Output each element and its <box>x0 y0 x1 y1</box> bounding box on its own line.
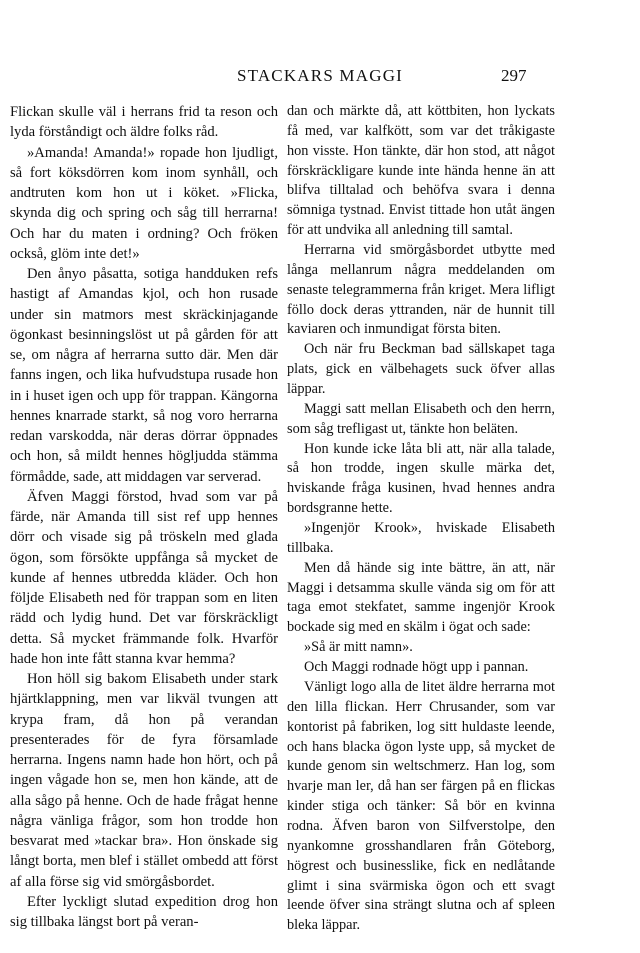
paragraph: Den ånyo påsatta, sotiga handduken refs hastigt af Amandas kjol, och hon rusade under sin matmors mest skräckinjagande ögonkast besinningslöst ut på gården för att se, om några af herrarna sutto där. Men där fanns ingen, och lika hufvudstupa rusade hon in i huset igen och upp för trappan. Kängorna hennes knarrade starkt, så nog voro herrarna redan varskodda, när deras dörrar öppnades och hon, så mildt hennes högljudda stämma förmådde, sade, att middagen var serverad. <box>10 266 278 485</box>
paragraph: Hon kunde icke låta bli att, när alla talade, så hon trodde, ingen skulle märka det, hviskande fråga kusinen, hvad hennes andra bordsgranne hette. <box>287 440 555 517</box>
paragraph: Herrarna vid smörgåsbordet utbytte med långa mellanrum några meddelanden om senaste telegrammerna från kriget. Mera lifligt föllo dock deras yttranden, när de hunnit till kaviaren och inmundigat första biten. <box>287 242 555 338</box>
paragraph: dan och märkte då, att köttbiten, hon lyckats få med, var kalfkött, som var det tråkigaste hon visste. Hon tänkte, där hon stod, att något förskräckligare kunde inte hända henne än att blifva tilltalad och behöfva svara i denna sömniga tystnad. Envist tittade hon utåt ängen för att undvika all anledning till samtal. <box>287 103 555 239</box>
paragraph: Men då hände sig inte bättre, än att, när Maggi i detsamma skulle vända sig om för att taga emot stekfatet, samme ingenjör Krook bockade sig med en skälm i ögat och sade: <box>287 559 555 636</box>
paragraph: Hon höll sig bakom Elisabeth under stark hjärtklappning, men var likväl tvungen att krypa fram, då hon på verandan presenterades för de fyra församlade herrarna. Ingens namn hade hon hört, och på ingen vågade hon se, men hon kände, att de alla sågo på henne. Och de hade frågat henne några vänliga frågor, som hon trodde hon besvarat med »tackar bra». Hon önskade sig långt borta, men blef i stället ombedd att först af alla förse sig vid smörgåsbordet. <box>10 671 278 890</box>
paragraph: Efter lyckligt slutad expedition drog hon sig tillbaka längst bort på veran- <box>10 893 278 930</box>
paragraph: Och när fru Beckman bad sällskapet taga plats, gick en välbehagets suck öfver allas läppar. <box>287 341 555 398</box>
paragraph: »Amanda! Amanda!» ropade hon ljudligt, så fort köksdörren kom inom synhåll, och andtruten kom hon ut i köket. »Flicka, skynda dig och spring och såg till herrarna! Och har du maten i ordning? Och fröken också, glöm inte det!» <box>10 144 278 262</box>
paragraph: Maggi satt mellan Elisabeth och den herrn, som såg trefligast ut, tänkte hon beläten. <box>287 400 555 437</box>
right-column <box>287 102 555 936</box>
page-number: 297 <box>501 66 527 85</box>
paragraph: Äfven Maggi förstod, hvad som var på färde, när Amanda till sist ref upp hennes dörr och visade sig på tröskeln med glada ögon, som försökte uppfånga så mycket de kunde af hennes utbredda kläder. Och hon följde Elisabeth ned för trappan som en liten rädd och lydig hund. Det var förskräckligt detta. Så mycket främmande folk. Hvarför hade hon inte fått stanna kvar hemma? <box>10 488 278 667</box>
paragraph: Vänligt logo alla de litet äldre herrarna mot den lilla flickan. Herr Chrusander, som var kontorist på fabriken, log sitt huldaste leende, och hans blacka ögon lyste upp, så mycket de kunde genom sin weltschmerz. Han log, som hvarje man ler, då han ser färgen på en flickas kinder stiga och tänker: Så bör en kvinna rodna. Äfven baron von Silfverstolpe, den nyankomne grosshandlaren från Göteborg, högrest och businesslike, fick en nedlåtande glimt i sina svärmiska ögon och ett svagt leende öfver sina strängt slutna och af spleen bleka läppar. <box>287 678 555 934</box>
left-column <box>10 102 278 932</box>
running-head <box>0 66 640 90</box>
paragraph: »Så är mitt namn». <box>304 639 413 656</box>
paragraph: Flickan skulle väl i herrans frid ta reson och lyda förståndigt och äldre folks råd. <box>10 104 278 141</box>
paragraph: »Ingenjör Krook», hviskade Elisabeth tillbaka. <box>287 520 555 556</box>
paragraph: Och Maggi rodnade högt upp i pannan. <box>304 659 529 676</box>
page-title: STACKARS MAGGI <box>236 66 404 85</box>
